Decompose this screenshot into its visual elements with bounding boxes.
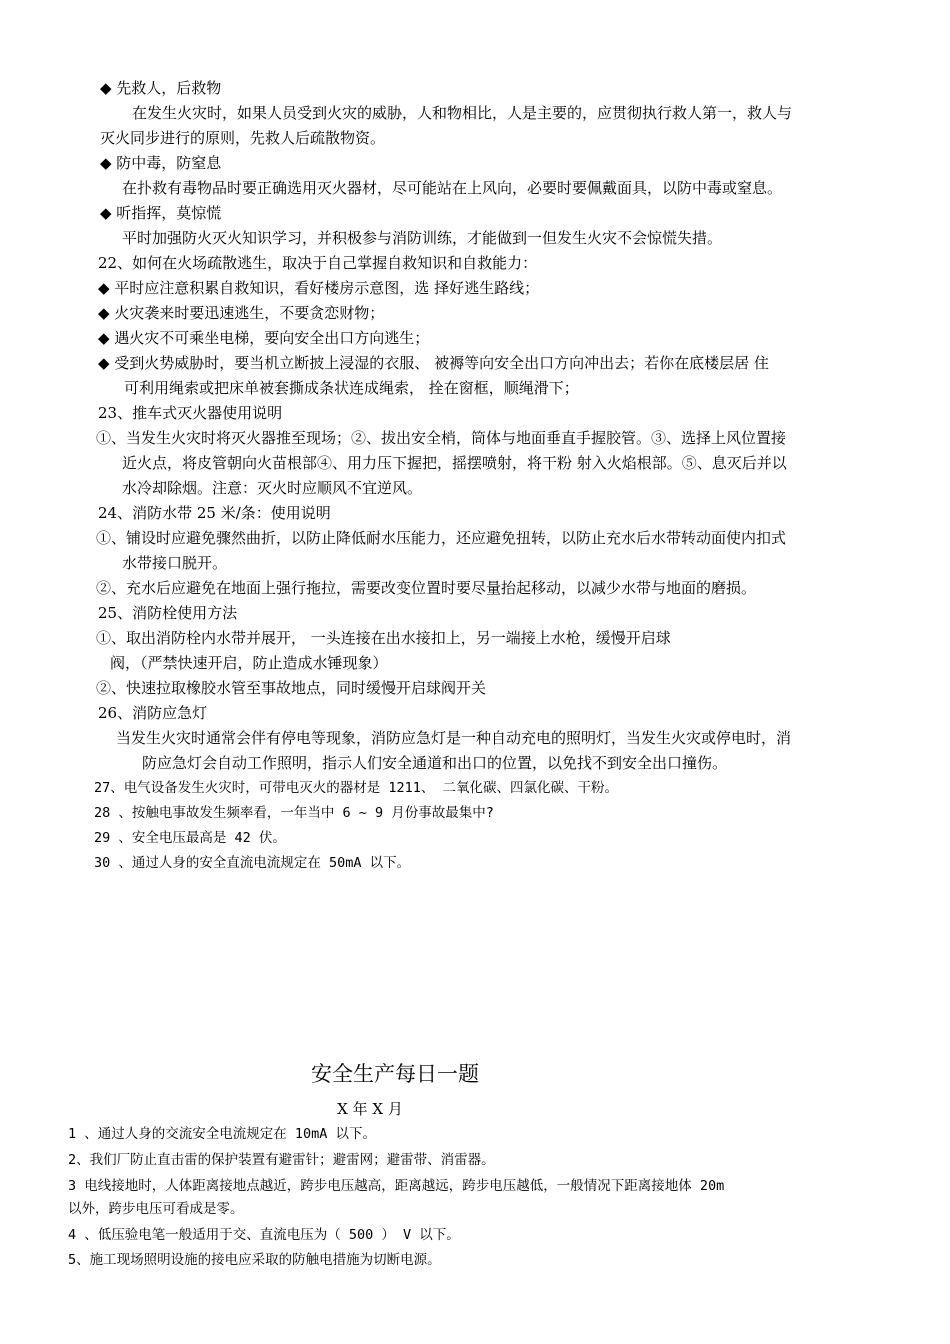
numbered-item: 30 、通过人身的安全直流电流规定在 50mA 以下。: [94, 855, 411, 871]
page-title: 安全生产每日一题: [311, 1062, 479, 1086]
numbered-item: 29 、安全电压最高是 42 伏。: [94, 830, 286, 846]
bullet-heading: ◆ 听指挥，莫惊慌: [100, 204, 222, 222]
section-heading: 23、推车式灭火器使用说明: [98, 404, 283, 422]
bullet-item: ◆ 平时应注意积累自救知识，看好楼房示意图，选 择好逃生路线；: [98, 279, 540, 297]
numbered-item: 1 、通过人身的交流安全电流规定在 10mA 以下。: [68, 1126, 377, 1142]
bullet-item: ◆ 火灾袭来时要迅速逃生，不要贪恋财物；: [98, 304, 385, 322]
numbered-item: 5、施工现场照明设施的接电应采取的防触电措施为切断电源。: [68, 1252, 441, 1268]
paragraph-line: 水冷却除烟。注意：灭火时应顺风不宜逆风。: [122, 479, 423, 497]
bullet-heading: ◆ 先救人，后救物: [100, 79, 222, 97]
section-heading: 24、消防水带 25 米/条：使用说明: [98, 504, 331, 522]
paragraph-line: 以外，跨步电压可看成是零。: [68, 1201, 244, 1217]
section-heading: 26、消防应急灯: [98, 704, 208, 722]
paragraph-line: ②、快速拉取橡胶水管至事故地点，同时缓慢开启球阀开关: [96, 679, 487, 697]
paragraph-line: 近火点，将皮管朝向火苗根部④、用力压下握把，摇摆喷射，将干粉 射入火焰根部。⑤、息灭后并以: [122, 454, 787, 472]
paragraph-line: ②、充水后应避免在地面上强行拖拉，需要改变位置时要尽量抬起移动，以减少水带与地面的磨损。: [96, 579, 757, 597]
paragraph-line: ①、铺设时应避免骤然曲折，以防止降低耐水压能力，还应避免扭转，以防止充水后水带转动面使内扣式: [96, 529, 787, 547]
paragraph-line: 可利用绳索或把床单被套撕成条状连成绳索， 拴在窗框，顺绳滑下；: [124, 379, 579, 397]
paragraph-line: 当发生火灾时通常会伴有停电等现象，消防应急灯是一种自动充电的照明灯，当发生火灾或停电时，消: [116, 729, 792, 747]
paragraph-line: ①、取出消防栓内水带并展开， 一头连接在出水接扣上，另一端接上水枪，缓慢开启球: [96, 629, 671, 647]
numbered-item: 28 、按触电事故发生频率看，一年当中 6 ~ 9 月份事故最集中?: [94, 805, 494, 821]
section-heading: 25、消防栓使用方法: [98, 604, 238, 622]
paragraph-line: 灭火同步进行的原则，先救人后疏散物资。: [100, 129, 386, 147]
numbered-item: 2、我们厂防止直击雷的保护装置有避雷针；避雷网；避雷带、消雷器。: [68, 1152, 495, 1168]
section-heading: 22、如何在火场疏散逃生，取决于自己掌握自救知识和自救能力：: [98, 254, 538, 272]
numbered-item: 27、电气设备发生火灾时，可带电灭火的器材是 1211、 二氧化碳、四氯化碳、干粉。: [94, 780, 619, 796]
paragraph-line: 在扑救有毒物品时要正确选用灭火器材，尽可能站在上风向，必要时要佩戴面具，以防中毒或窒息。: [122, 179, 783, 197]
numbered-item: 4 、低压验电笔一般适用于交、直流电压为（ 500 ） V 以下。: [68, 1227, 460, 1243]
paragraph-line: 在发生火灾时，如果人员受到火灾的威胁，人和物相比，人是主要的，应贯彻执行救人第一，救人与: [132, 104, 793, 122]
bullet-heading: ◆ 防中毒，防窒息: [100, 154, 222, 172]
paragraph-line: 水带接口脱开。: [122, 554, 228, 572]
paragraph-line: ①、当发生火灾时将灭火器推至现场；②、拔出安全梢，筒体与地面垂直手握胶管。③、选择上风位置接: [96, 429, 787, 447]
numbered-item: 3 电线接地时，人体距离接地点越近，跨步电压越高，距离越远，跨步电压越低，一般情况下距离接地体 20m: [68, 1178, 725, 1194]
paragraph-line: 阀，（严禁快速开启，防止造成水锤现象）: [110, 654, 388, 672]
paragraph-line: 防应急灯会自动工作照明，指示人们安全通道和出口的位置，以免找不到安全出口撞伤。: [142, 754, 728, 772]
date-line: X 年 X 月: [337, 1100, 403, 1118]
bullet-item: ◆ 遇火灾不可乘坐电梯，要向安全出口方向逃生；: [98, 329, 430, 347]
paragraph-line: 平时加强防火灭火知识学习，并积极参与消防训练，才能做到一但发生火灾不会惊慌失措。: [122, 229, 723, 247]
bullet-item: ◆ 受到火势威胁时，要当机立断披上浸湿的衣服、 被褥等向安全出口方向冲出去；若你在底楼层居 住: [98, 354, 769, 372]
